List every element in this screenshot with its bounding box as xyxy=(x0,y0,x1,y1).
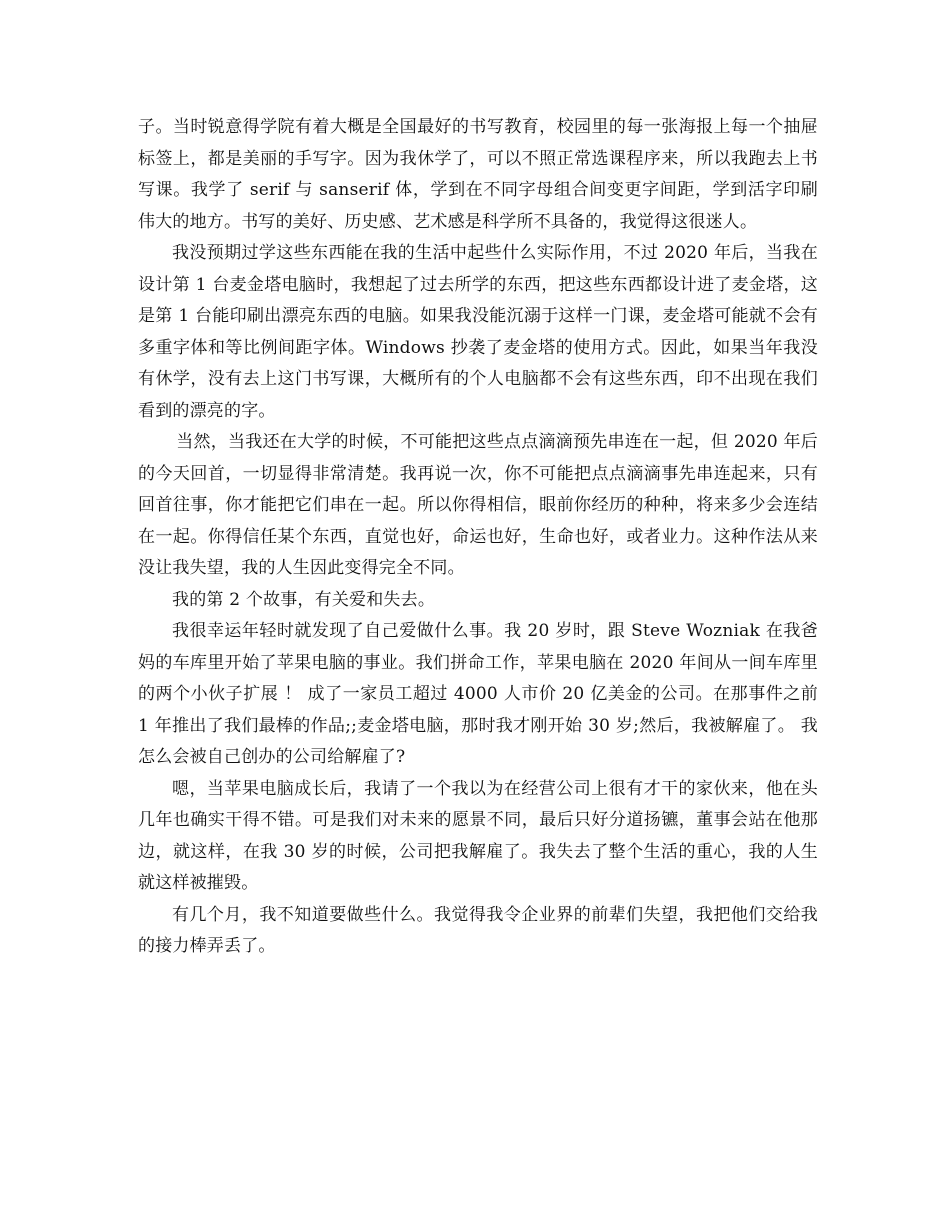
paragraph-5: 我很幸运年轻时就发现了自己爱做什么事。我 20 岁时，跟 Steve Wozniak 在我爸妈的车库里开始了苹果电脑的事业。我们拼命工作，苹果电脑在 2020 年间从一间车库里的两个小伙子扩展 ！ 成了一家员工超过 4000 人市价 20 亿美金的公司。在那事件之前 1 年推出了我们最棒的作品;;麦金塔电脑，那时我才刚开始 30 岁;然后，我被解雇了。 我怎么会被自己创办的公司给解雇了? xyxy=(138,621,818,767)
paragraph-6: 嗯，当苹果电脑成长后，我请了一个我以为在经营公司上很有才干的家伙来，他在头几年也确实干得不错。可是我们对未来的愿景不同，最后只好分道扬镳，董事会站在他那边，就这样，在我 30 岁的时候，公司把我解雇了。我失去了整个生活的重心，我的人生就这样被摧毁。 xyxy=(138,778,818,893)
paragraph-7: 有几个月，我不知道要做些什么。我觉得我令企业界的前辈们失望，我把他们交给我的接力棒弄丢了。 xyxy=(138,904,818,956)
paragraph-3: 当然，当我还在大学的时候，不可能把这些点点滴滴预先串连在一起，但 2020 年后的今天回首，一切显得非常清楚。我再说一次，你不可能把点点滴滴事先串连起来，只有回首往事，你才能把它们串在一起。所以你得相信，眼前你经历的种种，将来多少会连结在一起。你得信任某个东西，直觉也好，命运也好，生命也好，或者业力。这种作法从来没让我失望，我的人生因此变得完全不同。 xyxy=(138,432,818,578)
paragraph-1: 子。当时锐意得学院有着大概是全国最好的书写教育，校园里的每一张海报上每一个抽屉标签上，都是美丽的手写字。因为我休学了，可以不照正常选课程序来，所以我跑去上书写课。我学了 serif 与 sanserif 体，学到在不同字母组合间变更字间距，学到活字印刷伟大的地方。书写的美好、历史感、艺术感是科学所不具备的，我觉得这很迷人。 xyxy=(138,117,818,232)
document-body xyxy=(138,112,818,963)
paragraph-2: 我没预期过学这些东西能在我的生活中起些什么实际作用，不过 2020 年后，当我在设计第 1 台麦金塔电脑时，我想起了过去所学的东西，把这些东西都设计进了麦金塔，这是第 1 台能印刷出漂亮东西的电脑。如果我没能沉溺于这样一门课，麦金塔可能就不会有多重字体和等比例间距字体。Windows 抄袭了麦金塔的使用方式。因此，如果当年我没有休学，没有去上这门书写课，大概所有的个人电脑都不会有这些东西，印不出现在我们看到的漂亮的字。 xyxy=(138,243,818,421)
paragraph-4: 我的第 2 个故事，有关爱和失去。 xyxy=(172,589,436,610)
